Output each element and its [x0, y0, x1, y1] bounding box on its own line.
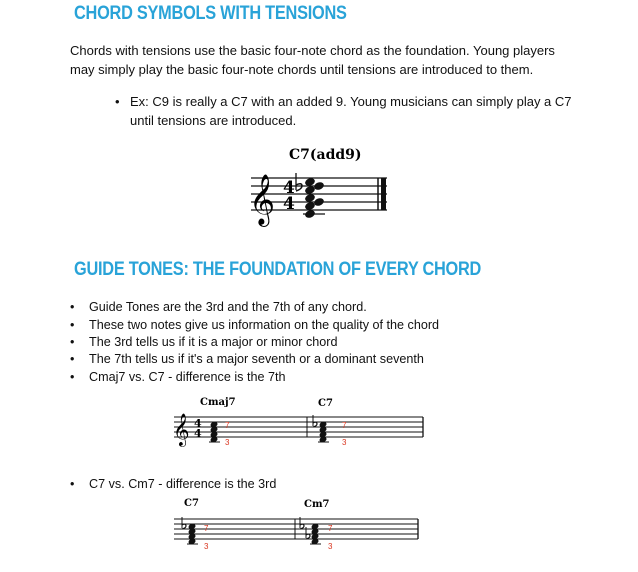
- bullet-marker: •: [70, 335, 75, 349]
- interval-label-3: 3: [328, 542, 333, 551]
- chord-symbol-c7-add9: C7(add9): [289, 147, 362, 163]
- bullet-text: The 7th tells us if it's a major seventh or a dominant seventh: [89, 352, 424, 366]
- chord-symbol-c7: C7: [184, 498, 199, 509]
- example-line-2: until tensions are introduced.: [130, 113, 297, 128]
- bullet-marker: •: [70, 352, 75, 366]
- treble-clef: 𝄞: [173, 413, 190, 446]
- intro-paragraph-line-2: may simply play the basic four-note chords until tensions are introduced to them.: [70, 62, 534, 77]
- time-sig-bottom: 4: [283, 194, 295, 214]
- chord-symbol-cm7: Cm7: [304, 499, 330, 510]
- bullet-marker: •: [70, 318, 75, 332]
- bullet-marker: •: [70, 477, 75, 491]
- notation-cmaj7-vs-c7: [170, 393, 430, 453]
- flat-icon: [300, 517, 310, 539]
- interval-label-7: 7: [225, 421, 230, 430]
- bullet-marker: •: [70, 370, 75, 384]
- interval-label-3: 3: [225, 438, 230, 447]
- chord-symbol-c7: C7: [318, 398, 333, 409]
- section-title-chord-symbols: CHORD SYMBOLS WITH TENSIONS: [74, 3, 347, 24]
- interval-label-7: 7: [342, 421, 347, 430]
- flat-icon: [296, 173, 302, 191]
- bullet-marker: •: [115, 94, 120, 109]
- chord-noteheads: [303, 177, 325, 219]
- treble-clef: 𝄞: [249, 174, 276, 225]
- bullet-text: Guide Tones are the 3rd and the 7th of any chord.: [89, 300, 367, 314]
- intro-paragraph-line-1: Chords with tensions use the basic four-note chord as the foundation. Young players: [70, 43, 555, 58]
- notation-c7-add9: [245, 140, 395, 225]
- interval-label-7: 7: [328, 524, 333, 533]
- notation-c7-vs-cm7: [170, 493, 430, 558]
- interval-label-3: 3: [342, 438, 347, 447]
- final-barline: [381, 178, 386, 210]
- time-sig-top: 4: [194, 417, 202, 430]
- interval-label-7: 7: [204, 524, 209, 533]
- example-line-1: Ex: C9 is really a C7 with an added 9. Young musicians can simply play a C7: [130, 94, 572, 109]
- bullet-text: Cmaj7 vs. C7 - difference is the 7th: [89, 370, 286, 384]
- bullet-text: These two notes give us information on the quality of the chord: [89, 318, 440, 332]
- bullet-marker: •: [70, 300, 75, 314]
- time-sig-bottom: 4: [194, 427, 202, 440]
- time-sig-top: 4: [283, 178, 295, 198]
- bullet-text: C7 vs. Cm7 - difference is the 3rd: [89, 477, 277, 491]
- chord-symbol-cmaj7: Cmaj7: [200, 397, 236, 408]
- interval-label-3: 3: [204, 542, 209, 551]
- section-title-guide-tones: GUIDE TONES: THE FOUNDATION OF EVERY CHORD: [74, 259, 482, 280]
- bullet-text: The 3rd tells us if it is a major or minor chord: [89, 335, 338, 349]
